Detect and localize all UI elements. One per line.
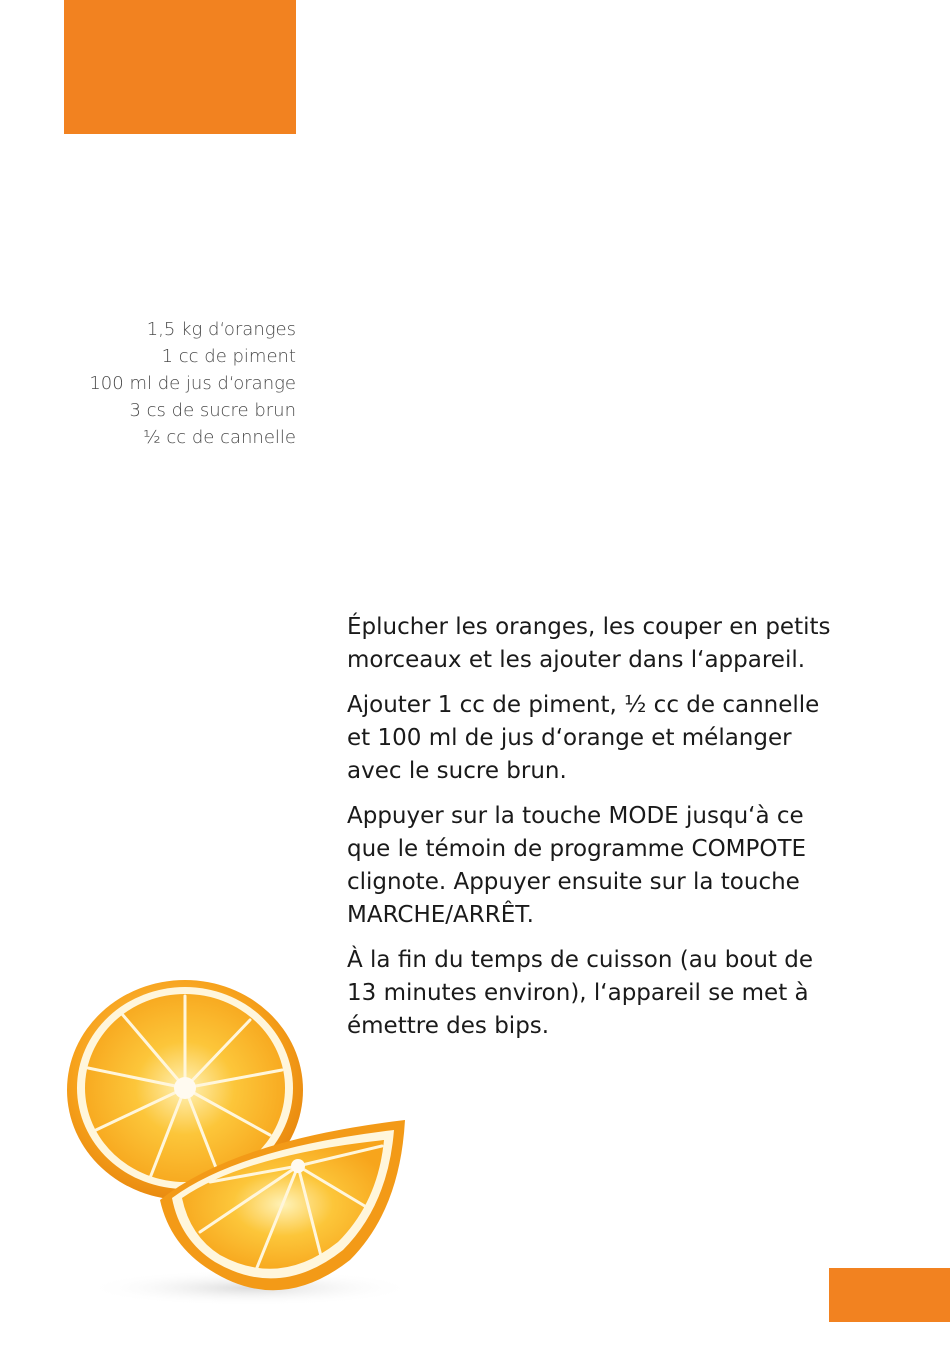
ingredient-item: 1,5 kg d‘oranges (146, 319, 296, 340)
instructions (347, 611, 837, 1055)
ingredient-item: 100 ml de jus d‘orange (89, 373, 296, 394)
instruction-step: Éplucher les oranges, les couper en petits morceaux et les ajouter dans l‘appareil. (347, 614, 831, 673)
instruction-step: À la fin du temps de cuisson (au bout de 13 minutes environ), l‘appareil se met à émettre des bips. (347, 947, 814, 1039)
instruction-step: Ajouter 1 cc de piment, ½ cc de cannelle et 100 ml de jus d‘orange et mélanger avec le sucre brun. (347, 692, 820, 784)
page-tab-block (829, 1268, 950, 1322)
ingredient-list (89, 316, 296, 451)
orange-slices-image (60, 970, 420, 1310)
ingredient-item: ½ cc de cannelle (143, 427, 296, 448)
top-accent-block (64, 0, 296, 134)
ingredient-item: 3 cs de sucre brun (129, 400, 296, 421)
instruction-step: Appuyer sur la touche MODE jusqu‘à ce que le témoin de programme COMPOTE clignote. Appuyer ensuite sur la touche MARCHE/ARRÊT. (347, 803, 807, 928)
ingredient-item: 1 cc de piment (161, 346, 296, 367)
